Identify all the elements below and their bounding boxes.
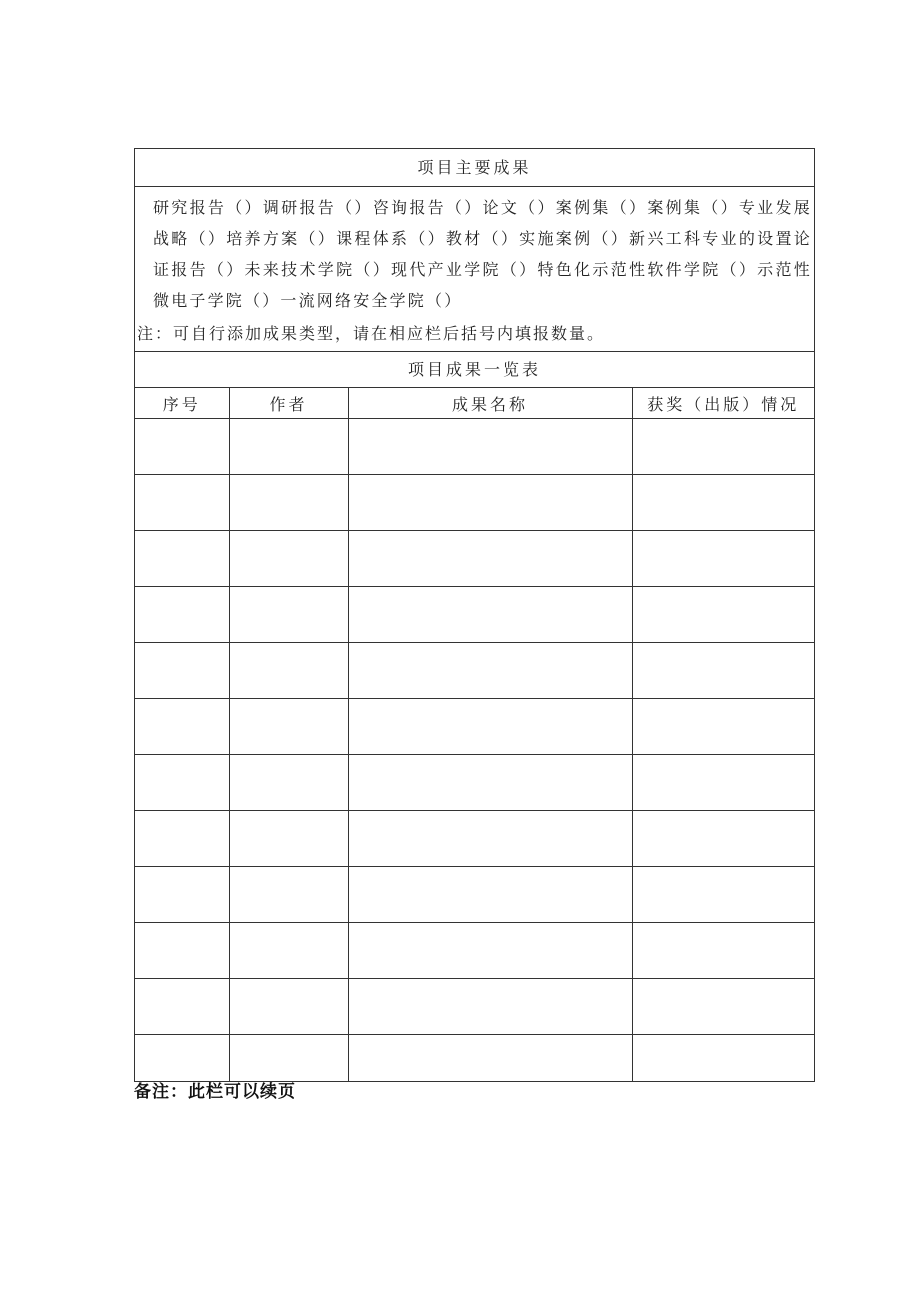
award-cell[interactable] — [632, 587, 814, 643]
index-cell[interactable] — [135, 923, 229, 979]
author-cell[interactable] — [229, 811, 348, 867]
author-cell[interactable] — [229, 979, 348, 1035]
outcome-name-cell[interactable] — [348, 755, 632, 811]
award-cell[interactable] — [632, 643, 814, 699]
award-cell[interactable] — [632, 979, 814, 1035]
index-cell[interactable] — [135, 475, 229, 531]
outcome-name-cell[interactable] — [348, 475, 632, 531]
outcome-form — [134, 148, 815, 1082]
table-row — [135, 1035, 814, 1082]
table-row — [135, 587, 814, 643]
author-cell[interactable] — [229, 419, 348, 475]
table-row — [135, 867, 814, 923]
index-cell[interactable] — [135, 867, 229, 923]
index-cell[interactable] — [135, 1035, 229, 1082]
main-outcomes-title: 项目主要成果 — [135, 149, 814, 187]
award-cell[interactable] — [632, 867, 814, 923]
outcome-name-cell[interactable] — [348, 699, 632, 755]
outcome-name-cell[interactable] — [348, 923, 632, 979]
results-body — [135, 419, 814, 1082]
table-row — [135, 643, 814, 699]
award-cell[interactable] — [632, 755, 814, 811]
table-row — [135, 811, 814, 867]
index-cell[interactable] — [135, 643, 229, 699]
award-cell[interactable] — [632, 531, 814, 587]
award-cell[interactable] — [632, 419, 814, 475]
award-cell[interactable] — [632, 699, 814, 755]
table-row — [135, 755, 814, 811]
index-cell[interactable] — [135, 531, 229, 587]
outcome-name-cell[interactable] — [348, 419, 632, 475]
column-header-award: 获奖（出版）情况 — [632, 388, 814, 419]
award-cell[interactable] — [632, 475, 814, 531]
table-row — [135, 475, 814, 531]
index-cell[interactable] — [135, 811, 229, 867]
award-cell[interactable] — [632, 1035, 814, 1082]
award-cell[interactable] — [632, 923, 814, 979]
author-cell[interactable] — [229, 923, 348, 979]
footer-note: 备注：此栏可以续页 — [134, 1082, 296, 1102]
outcome-name-cell[interactable] — [348, 587, 632, 643]
author-cell[interactable] — [229, 475, 348, 531]
outcome-name-cell[interactable] — [348, 643, 632, 699]
column-header-outcome-name: 成果名称 — [348, 388, 632, 419]
author-cell[interactable] — [229, 531, 348, 587]
index-cell[interactable] — [135, 587, 229, 643]
outcome-name-cell[interactable] — [348, 979, 632, 1035]
author-cell[interactable] — [229, 587, 348, 643]
index-cell[interactable] — [135, 419, 229, 475]
author-cell[interactable] — [229, 755, 348, 811]
award-cell[interactable] — [632, 811, 814, 867]
outcome-name-cell[interactable] — [348, 531, 632, 587]
index-cell[interactable] — [135, 755, 229, 811]
author-cell[interactable] — [229, 867, 348, 923]
index-cell[interactable] — [135, 699, 229, 755]
outcome-types-text: 研究报告（）调研报告（）咨询报告（）论文（）案例集（）案例集（）专业发展战略（）培养方案（）课程体系（）教材（）实施案例（）新兴工科专业的设置论证报告（）未来技术学院（）现代产业学院（）特色化示范性软件学院（）示范性微电子学院（）一流网络安全学院（） — [153, 198, 812, 310]
outcome-name-cell[interactable] — [348, 867, 632, 923]
index-cell[interactable] — [135, 979, 229, 1035]
table-row — [135, 699, 814, 755]
author-cell[interactable] — [229, 1035, 348, 1082]
table-row — [135, 419, 814, 475]
outcome-name-cell[interactable] — [348, 1035, 632, 1082]
table-row — [135, 531, 814, 587]
author-cell[interactable] — [229, 643, 348, 699]
outcome-types-note: 注：可自行添加成果类型，请在相应栏后括号内填报数量。 — [135, 316, 814, 352]
column-header-author: 作者 — [229, 388, 348, 419]
table-row — [135, 979, 814, 1035]
results-header-row — [135, 388, 814, 419]
results-list-title: 项目成果一览表 — [135, 352, 814, 388]
outcome-name-cell[interactable] — [348, 811, 632, 867]
results-table — [135, 388, 814, 1081]
table-row — [135, 923, 814, 979]
column-header-index: 序号 — [135, 388, 229, 419]
author-cell[interactable] — [229, 699, 348, 755]
